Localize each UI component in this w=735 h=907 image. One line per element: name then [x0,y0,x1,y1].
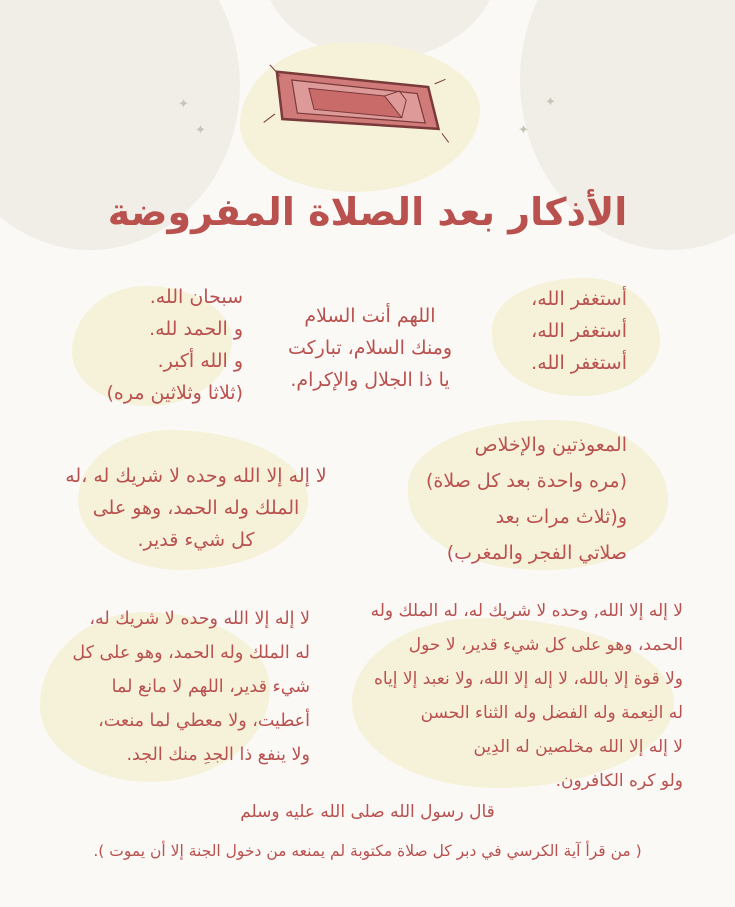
dhikr-line: كل شيء قدير. [137,529,255,551]
dhikr-line: ولا ينفع ذا الجدِ منك الجد. [126,745,310,765]
dhikr-tasbih [106,281,243,409]
dhikr-line: اللهم أنت السلام [304,305,436,327]
dhikr-line: صلاتي الفجر والمغرب) [446,542,627,564]
dhikr-line: شيء قدير، اللهم لا مانع لما [111,677,310,697]
dhikr-line: ولو كره الكافرون. [555,771,683,791]
dhikr-tahlil-mani [72,602,310,772]
sparkle-icon: ✦ [195,123,206,138]
dhikr-line: و(ثلاث مرات بعد [495,506,627,528]
dhikr-line: (مره واحدة بعد كل صلاة) [425,470,627,492]
dhikr-muawwidhat [426,427,627,571]
dhikr-line: لا إله إلا الله وحده لا شريك له ،له [65,465,327,487]
dhikr-salam [270,300,470,396]
dhikr-line: الملك وله الحمد، وهو على [92,497,300,519]
sparkle-icon: ✦ [545,95,556,110]
dhikr-tahlil-short [60,460,332,556]
page-title: الأذكار بعد الصلاة المفروضة [107,190,628,234]
dhikr-istighfar [531,283,627,379]
hadith-text: ( من قرأ آية الكرسي في دبر كل صلاة مكتوبة لم يمنعه من دخول الجنة إلا أن يموت ). [93,842,642,860]
dhikr-line: له الملك وله الحمد، وهو على كل [72,643,310,663]
dhikr-line: المعوذتين والإخلاص [474,434,627,456]
dhikr-line: سبحان الله. [149,286,243,308]
dhikr-line: له النِعمة وله الفضل وله الثناء الحسن [420,703,683,723]
dhikr-line: أستغفر الله. [531,352,627,374]
dhikr-line: أعطيت، ولا معطي لما منعت، [98,711,310,731]
dhikr-line: و الحمد لله. [149,318,243,340]
dhikr-line: أستغفر الله، [531,288,627,310]
dhikr-line: لا إله إلا الله مخلصين له الدِين [473,737,683,757]
sparkle-icon: ✦ [518,123,529,138]
dhikr-line: ومنك السلام، تباركت [287,337,453,359]
dhikr-line: يا ذا الجلال والإكرام. [290,369,450,391]
dhikr-line: ولا قوة إلا بالله، لا إله إلا الله، ولا نعبد إلا إياه [373,669,683,689]
dhikr-line: لا إله إلا الله وحده لا شريك له، [89,609,310,629]
dhikr-line: الحمد، وهو على كل شيء قدير، لا حول [408,635,683,655]
sparkle-icon: ✦ [178,97,189,112]
dhikr-tahlil-long [371,594,683,798]
prayer-rug-icon [255,55,455,155]
dhikr-line: أستغفر الله، [531,320,627,342]
dhikr-line: (ثلاثا وثلاثين مره) [106,382,243,404]
dhikr-line: و الله أكبر. [157,350,243,372]
dhikr-line: لا إله إلا الله, وحده لا شريك له، له الملك وله [370,601,683,621]
hadith-intro: قال رسول الله صلى الله عليه وسلم [240,802,495,822]
